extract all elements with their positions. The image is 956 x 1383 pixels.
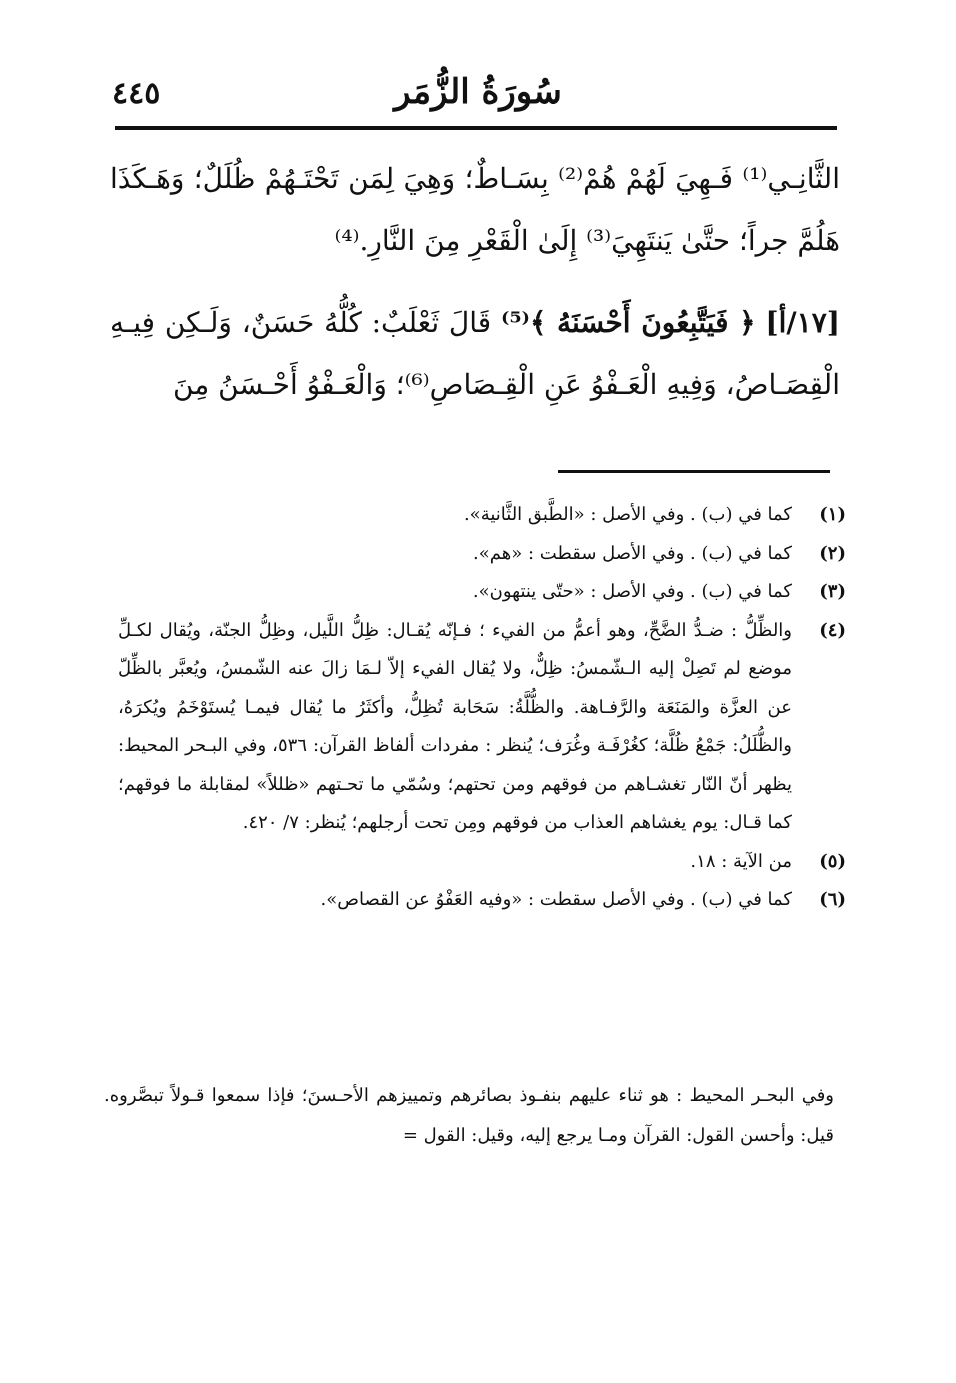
folio-reference: [١٧/أ] (765, 306, 840, 339)
footnote-4 (118, 612, 846, 843)
continuation-text: وفي البحـر المحيط : هو ثناء عليهم بنفـوذ بصائرهم وتمييزهم الأحـسنَ؛ فإذا سمعوا قـولاً تبصَّروه. قيل: وأحسن القول: القرآن ومـا يرجع إليه، وقيل: القول = (104, 1085, 834, 1146)
footnote-text: والظِّلُّ : ضـدُّ الضَّحِّ، وهو أعمُّ من الفيء ؛ فـإنّه يُقـال: ظِلُّ اللَّيل، وظِلُّ الجنّة، ويُقال لكـلِّ موضع لم تَصِلْ إليه الـشّمسُ: ظِلٌّ، ولا يُقال الفيء إلاّ لـمَا زالَ عنه الشّمسُ، ويُعبَّر بالظِّلّ عن العزَّة والمَنَعَة والرَّفـاهة. والظُّلَّةُ: سَحَابة تُظِلُّ، وأكثَرُ ما يُقال فيمـا يُستَوْخَمُ ويُكرَهُ، والظُّلَلُ: جَمْعُ ظُلَّة؛ كغُرْفَـة وغُرَف؛ يُنظر : مفردات ألفاظ القرآن: ٥٣٦، وفي البـحر المحيط: يظهر أنّ النّار تغشـاهم من فوقهم ومن تحتهم؛ وسُمّي ما تحـتهم «ظللاً» لمقابلة ما فوقهم؛ كما قـال: يوم يغشاهم العذاب من فوقهم ومِن تحت أرجلهم؛ يُنظر: ٧/ ٤٢٠. (118, 619, 792, 833)
footnote-number: (٢) (819, 542, 846, 564)
main-text-para2-rest: قَالَ ثَعْلَبٌ: كُلُّهُ حَسَنٌ، وَلَـكِن فِيـهِ الْقِصَـاصُ، وَفِيهِ الْعَـفْوُ عَنِ الْقِـصَاصِ⁽⁶⁾؛ وَالْعَـفْوُ أَحْـسَنُ مِنَ (110, 306, 840, 401)
footnote-2 (118, 535, 846, 574)
footnote-continuation (104, 1076, 834, 1156)
main-text-para2 (110, 292, 840, 416)
footnote-1 (118, 496, 846, 535)
footnote-text: كما في (ب) . وفي الأصل : «الطَّبق الثَّانية». (463, 504, 792, 525)
footnote-3 (118, 573, 846, 612)
footnotes (118, 496, 846, 920)
footnote-5 (118, 843, 846, 882)
footnote-number: (٥) (819, 850, 846, 872)
footnote-text: كما في (ب) . وفي الأصل سقطت : «هم». (473, 542, 792, 564)
header-rule (115, 126, 837, 130)
footnote-text: كما في (ب) . وفي الأصل : «حتّى ينتهون». (472, 581, 792, 602)
footnote-number: (١) (819, 504, 846, 525)
main-text-para1: الثَّانِـي⁽¹⁾ فَـهِيَ لَهُمْ هُمْ⁽²⁾ بِسَـاطٌ؛ وَهِيَ لِمَن تَحْتَـهُمْ ظُلَلٌ؛ وَهَـكَذَا هَلُمَّ جراً؛ حتَّىٰ يَنتَهِيَ⁽³⁾ إِلَىٰ الْقَعْرِ مِنَ النَّارِ.⁽⁴⁾ (110, 162, 840, 257)
footnote-text: من الآية : ١٨. (690, 850, 792, 872)
footnote-text: كما في (ب) . وفي الأصل سقطت : «وفيه العَفْوُ عن القصاص». (320, 889, 792, 910)
footnote-number: (٤) (819, 619, 846, 641)
page-number: ٤٤٥ (112, 76, 161, 111)
surah-title: سُورَةُ الزُّمَر (394, 72, 562, 112)
main-paragraph-2 (110, 292, 840, 416)
footnote-number: (٣) (819, 581, 846, 602)
footnote-number: (٦) (819, 889, 846, 910)
main-paragraph-1 (110, 148, 840, 272)
quran-verse: ﴿ فَيَتَّبِعُونَ أَحْسَنَهُ ﴾⁽⁵⁾ (501, 306, 756, 339)
footnote-6 (118, 881, 846, 920)
footnote-separator (558, 470, 830, 473)
